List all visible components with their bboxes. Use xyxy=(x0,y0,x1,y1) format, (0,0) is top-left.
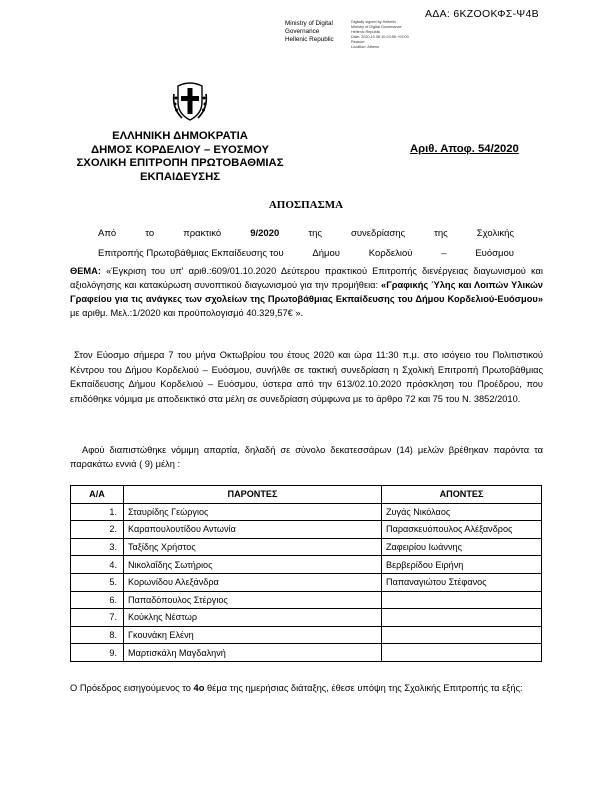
signature-detail-line: Digitally signed by Hellenic xyxy=(351,20,397,24)
closing-text-end: θέμα της ημερήσιας διάταξης, έθεσε υπόψη της Σχολικής Επιτροπής τα εξής: xyxy=(207,683,523,693)
row-number: 4. xyxy=(71,556,124,574)
row-number: 2. xyxy=(71,521,124,539)
row-number: 5. xyxy=(71,573,124,591)
present-member: Σταυρίδης Γεώργιος xyxy=(124,503,382,521)
closing-paragraph xyxy=(70,681,543,696)
absent-member: Παπαναγιώτου Στέφανος xyxy=(382,573,542,591)
signature-detail-line: Reason: xyxy=(351,40,366,44)
signature-detail-line: Hellenic Republic xyxy=(351,30,381,34)
absent-member xyxy=(382,644,542,662)
closing-text-start: Ο Πρόεδρος εισηγούμενος το xyxy=(70,683,191,693)
quorum-paragraph: Αφού διαπιστώθηκε νόμιμη απαρτία, δηλαδή σε σύνολο δεκατεσσάρων (14) μελών βρέθηκαν παρόντα τα παρακάτω εννιά ( 9) μέλη : xyxy=(70,445,543,470)
absent-member: Ζαφειρίου Ιωάννης xyxy=(382,538,542,556)
intro-word: συνεδρίασης xyxy=(351,228,406,239)
signature-detail-line: Location: Athens xyxy=(351,45,380,49)
table-row xyxy=(71,644,542,662)
header-line: ΕΛΛΗΝΙΚΗ ΔΗΜΟΚΡΑΤΙΑ xyxy=(112,130,248,142)
issuing-authority-header xyxy=(60,130,300,184)
absent-member xyxy=(382,626,542,644)
table-row xyxy=(71,591,542,609)
subject-paragraph xyxy=(70,264,543,320)
table-header-row xyxy=(71,486,542,504)
present-member: Μαρτισκάλη Μαγδαληνή xyxy=(124,644,382,662)
table-row xyxy=(71,626,542,644)
row-number: 3. xyxy=(71,538,124,556)
signature-line: Hellenic Republic xyxy=(285,35,334,43)
table-row xyxy=(71,521,542,539)
attendance-table xyxy=(70,485,542,662)
header-line: ΣΧΟΛΙΚΗ ΕΠΙΤΡΟΠΗ ΠΡΩΤΟΒΑΘΜΙΑΣ xyxy=(76,157,284,169)
greek-coat-of-arms-emblem xyxy=(172,80,208,122)
intro-word: Από xyxy=(98,228,117,239)
intro-word: Κορδελιού xyxy=(368,248,413,259)
agenda-item-number: 4ο xyxy=(193,683,205,693)
intro-word: της xyxy=(308,228,322,239)
header-line: ΔΗΜΟΣ ΚΟΡΔΕΛΙΟΥ – ΕΥΟΣΜΟΥ xyxy=(90,143,270,156)
absent-member: Βερβερίδου Ειρήνη xyxy=(382,556,542,574)
signature-details xyxy=(351,20,443,50)
intro-word: Επιτροπής Πρωτοβάθμιας Εκπαίδευσης του xyxy=(98,248,284,259)
row-number: 1. xyxy=(71,503,124,521)
signature-detail-line: Ministry of Digital Governance xyxy=(351,25,402,29)
header-line: ΕΚΠΑΙΔΕΥΣΗΣ xyxy=(139,170,221,183)
present-member: Νικολαΐδης Σωτήριος xyxy=(124,556,382,574)
row-number: 7. xyxy=(71,609,124,627)
intro-word: Σχολικής xyxy=(476,228,514,239)
digital-signature xyxy=(285,20,445,50)
intro-word: το xyxy=(145,228,155,239)
intro-word: 9/2020 xyxy=(250,228,280,239)
absent-member xyxy=(382,609,542,627)
intro-word: πρακτικό xyxy=(183,228,222,239)
present-member: Κορωνίδου Αλεξάνδρα xyxy=(124,573,382,591)
signature-line: Ministry of Digital xyxy=(285,20,333,27)
intro-word: Δήμου xyxy=(312,248,340,259)
ada-code: ΑΔΑ: 6ΚΖΟΟΚΦΣ-Ψ4Β xyxy=(425,8,539,20)
subject-text: «Έγκριση του υπ' αριθ.:609/01.10.2020 Δεύτερου πρακτικού Επιτροπής διενέργειας διαγωνισμού και αξιολόγησης και κατακύρωση συνοπτικού διαγωνισμού για την προμήθεια: xyxy=(70,266,543,290)
present-member: Γκουνάκη Ελένη xyxy=(124,626,382,644)
intro-word: – xyxy=(441,248,447,259)
table-row xyxy=(71,609,542,627)
present-member: Παπαδόπουλος Στέργιος xyxy=(124,591,382,609)
subject-budget: με αριθμ. Μελ.:1/2020 και προϋπολογισμό 40.329,57€ ». xyxy=(70,308,304,318)
present-member: Καραπουλουτίδου Αντωνία xyxy=(124,521,382,539)
intro-word: της xyxy=(434,228,448,239)
present-member: Κούκλης Νέστωρ xyxy=(124,609,382,627)
signature-issuer xyxy=(285,20,345,50)
column-header-present: ΠΑΡΟΝΤΕΣ xyxy=(124,486,382,504)
table-row xyxy=(71,538,542,556)
table-row xyxy=(71,503,542,521)
row-number: 8. xyxy=(71,626,124,644)
intro-word: Ευόσμου xyxy=(475,248,514,259)
intro-paragraph xyxy=(98,224,514,264)
subject-label: ΘΕΜΑ: xyxy=(70,266,101,276)
present-member: Ταξίδης Χρήστος xyxy=(124,538,382,556)
row-number: 9. xyxy=(71,644,124,662)
absent-member xyxy=(382,591,542,609)
column-header-number: Α/Α xyxy=(71,486,124,504)
row-number: 6. xyxy=(71,591,124,609)
table-row xyxy=(71,573,542,591)
intro-line xyxy=(98,244,514,264)
intro-line xyxy=(98,224,514,244)
meeting-paragraph: Στον Εύοσμο σήμερα 7 του μήνα Οκτωβρίου του έτους 2020 και ώρα 11:30 π.μ. στο ισόγειο του Πολιτιστικού Κέντρου του Δήμου Κορδελιού – Ευόσμου, συνήλθε σε τακτική συνεδρίαση η Σχολική Επιτροπή Πρωτοβάθμιας Εκπαίδευσης Δήμου Κορδελιού – Ευόσμου, ύστερα από την 613/02.10.2020 πρόσκληση του Προέδρου, που επιδόθηκε νόμιμα με αποδεικτικό στα μέλη σε συνεδρίαση σύμφωνα με το άρθρο 72 και 75 του Ν. 3852/2010. xyxy=(70,350,543,404)
document-title: ΑΠΟΣΠΑΣΜΑ xyxy=(268,199,344,211)
signature-line: Governance xyxy=(285,27,320,35)
subject-procurement-title: «Γραφικής Ύλης και Λοιπών Υλικών Γραφείου για τις ανάγκες των σχολείων της Πρωτοβάθμιας Εκπαίδευσης του Δήμου Κορδελιού-Ευόσμου» xyxy=(70,280,543,304)
absent-member: Παρασκευόπουλος Αλέξανδρος xyxy=(382,521,542,539)
decision-number: Αριθ. Αποφ. 54/2020 xyxy=(410,143,519,155)
signature-detail-line: Date: 2020.10.08 10:23:55 +03:00 xyxy=(351,35,409,39)
table-row xyxy=(71,556,542,574)
absent-member: Ζυγάς Νικόλαος xyxy=(382,503,542,521)
column-header-absent: ΑΠΟΝΤΕΣ xyxy=(382,486,542,504)
